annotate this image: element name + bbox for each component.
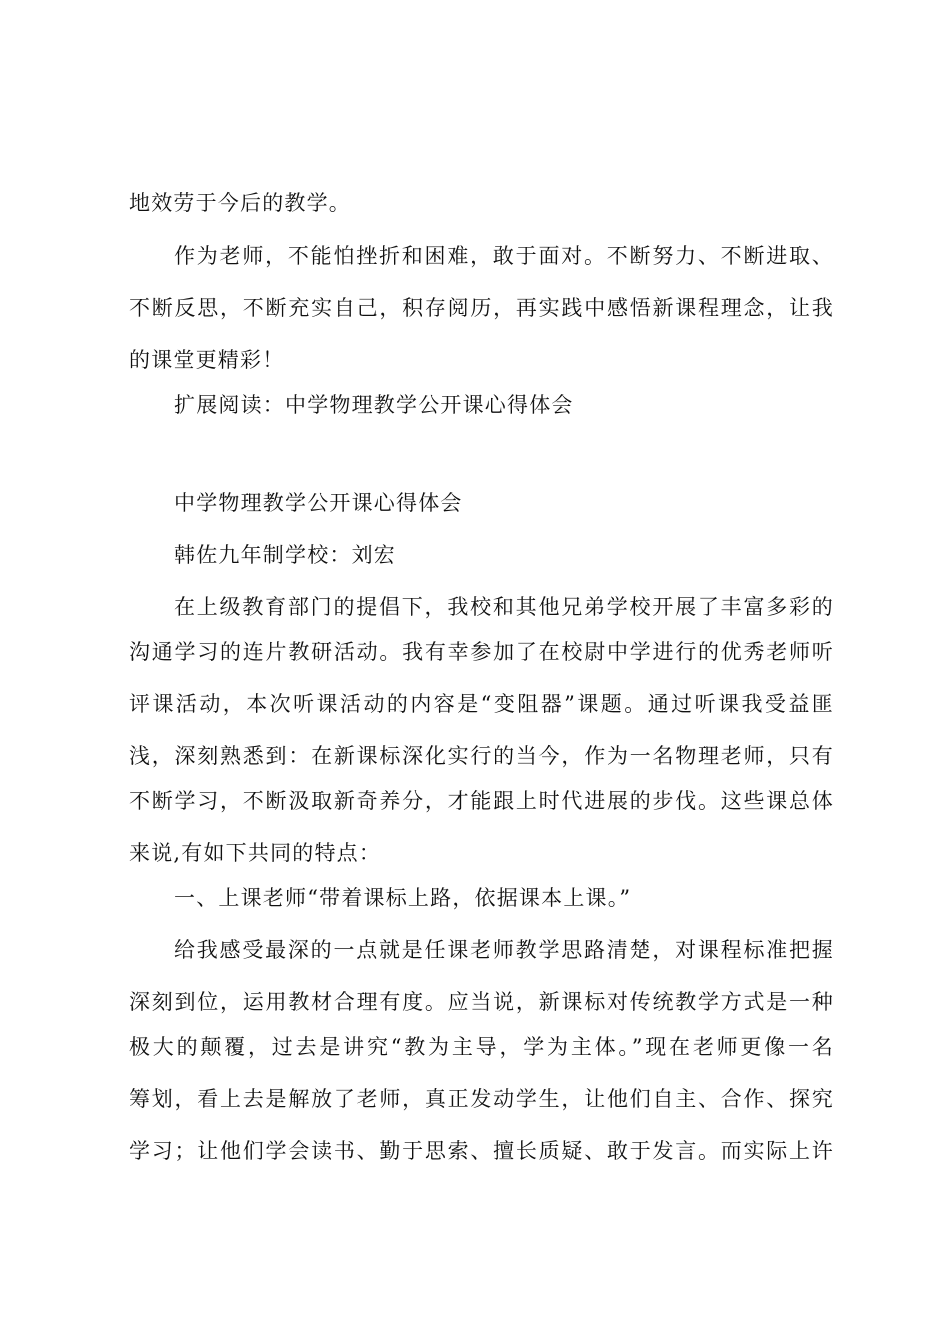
text-line: 深刻到位，运用教材合理有度。应当说，新课标对传统教学方式是一种 xyxy=(129,990,834,1014)
text-line: 沟通学习的连片教研活动。我有幸参加了在校尉中学进行的优秀老师听 xyxy=(129,640,834,664)
extended-reading-line: 扩展阅读：中学物理教学公开课心得体会 xyxy=(174,393,574,417)
subheading-line: 一、上课老师“带着课标上路，依据课本上课。” xyxy=(174,886,632,910)
author-line: 韩佐九年制学校：刘宏 xyxy=(174,543,396,567)
text-line: 地效劳于今后的教学。 xyxy=(129,191,351,215)
text-line: 作为老师，不能怕挫折和困难，敢于面对。不断努力、不断进取、 xyxy=(174,244,834,268)
text-line: 的课堂更精彩！ xyxy=(129,348,285,372)
text-line: 学习；让他们学会读书、勤于思索、擅长质疑、敢于发言。而实际上许 xyxy=(129,1139,834,1163)
text-line: 筹划，看上去是解放了老师，真正发动学生，让他们自主、合作、探究 xyxy=(129,1087,834,1111)
text-line: 给我感受最深的一点就是任课老师教学思路清楚，对课程标准把握 xyxy=(174,938,834,962)
text-line: 不断学习，不断汲取新奇养分，才能跟上时代进展的步伐。这些课总体 xyxy=(129,789,834,813)
section-title: 中学物理教学公开课心得体会 xyxy=(174,491,463,515)
text-line: 评课活动，本次听课活动的内容是“变阻器”课题。通过听课我受益匪 xyxy=(129,692,834,716)
text-line: 在上级教育部门的提倡下，我校和其他兄弟学校开展了丰富多彩的 xyxy=(174,595,834,619)
text-line: 不断反思，不断充实自己，积存阅历，再实践中感悟新课程理念，让我 xyxy=(129,296,834,320)
text-line: 来说,有如下共同的特点： xyxy=(129,841,382,865)
text-line: 浅，深刻熟悉到：在新课标深化实行的当今，作为一名物理老师，只有 xyxy=(129,744,834,768)
text-line: 极大的颠覆，过去是讲究“教为主导，学为主体。”现在老师更像一名 xyxy=(129,1035,834,1059)
